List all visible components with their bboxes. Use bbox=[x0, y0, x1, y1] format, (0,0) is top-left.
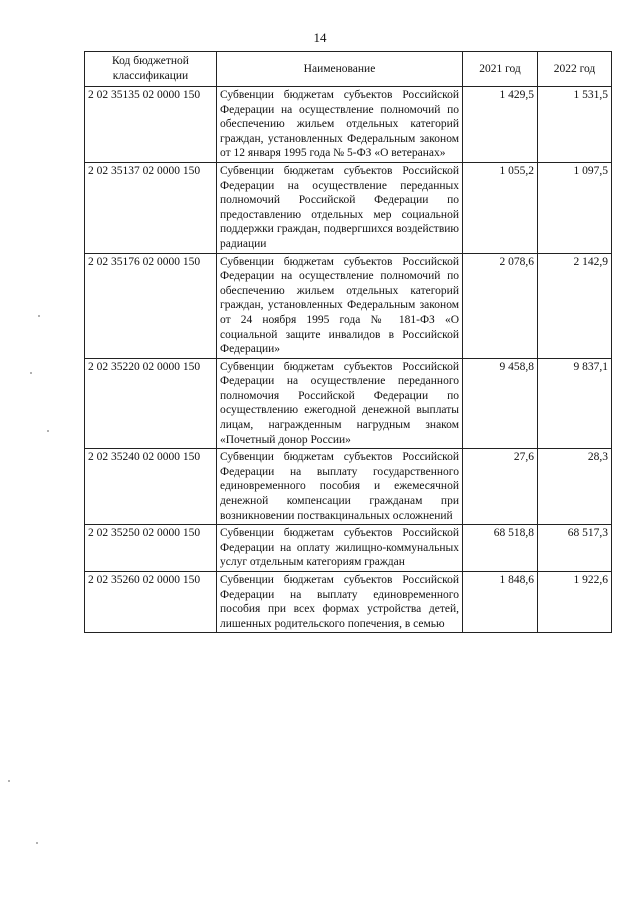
cell-2022: 1 922,6 bbox=[538, 572, 612, 633]
cell-2022: 9 837,1 bbox=[538, 358, 612, 449]
cell-code: 2 02 35137 02 0000 150 bbox=[85, 162, 217, 253]
cell-code: 2 02 35240 02 0000 150 bbox=[85, 449, 217, 525]
table-row bbox=[85, 87, 612, 163]
cell-name: Субвенции бюджетам субъектов Российской Федерации на выплату единовременного пособия при всех формах устройства детей, лишенных родительского попечения, в семью bbox=[217, 572, 463, 633]
cell-2022: 1 097,5 bbox=[538, 162, 612, 253]
table-row bbox=[85, 358, 612, 449]
cell-2021: 1 429,5 bbox=[463, 87, 538, 163]
cell-2021: 9 458,8 bbox=[463, 358, 538, 449]
cell-2022: 1 531,5 bbox=[538, 87, 612, 163]
table-row bbox=[85, 525, 612, 572]
cell-name: Субвенции бюджетам субъектов Российской Федерации на осуществление полномочий по обеспечению жильем отдельных категорий граждан, установленных Федеральным законом от 12 января 1995 года № 5-ФЗ «О ветеранах» bbox=[217, 87, 463, 163]
table-row bbox=[85, 162, 612, 253]
cell-code: 2 02 35176 02 0000 150 bbox=[85, 253, 217, 358]
table-row bbox=[85, 572, 612, 633]
cell-name: Субвенции бюджетам субъектов Российской Федерации на осуществление полномочий по обеспечению жильем отдельных категорий граждан, установленных Федеральным законом от 24 ноября 1995 года № 181-ФЗ «О социальной защите инвалидов в Российской Федерации» bbox=[217, 253, 463, 358]
table-row bbox=[85, 253, 612, 358]
scan-speck bbox=[8, 780, 10, 782]
cell-name: Субвенции бюджетам субъектов Российской Федерации на осуществление переданных полномочий Российской Федерации по предоставлению отдельных мер социальной поддержки граждан, подвергшихся воздействию радиации bbox=[217, 162, 463, 253]
header-year-2022: 2022 год bbox=[538, 52, 612, 87]
cell-2021: 27,6 bbox=[463, 449, 538, 525]
page-number: 14 bbox=[313, 30, 327, 45]
cell-name: Субвенции бюджетам субъектов Российской Федерации на выплату государственного единовременного пособия и ежемесячной денежной компенсации гражданам при возникновении поствакцинальных осложнений bbox=[217, 449, 463, 525]
header-name: Наименование bbox=[217, 52, 463, 87]
table-row bbox=[85, 449, 612, 525]
cell-name: Субвенции бюджетам субъектов Российской Федерации на осуществление переданного полномочия Российской Федерации по осуществлению ежегодной денежной выплаты лицам, награжденным нагрудным знаком «Почетный донор России» bbox=[217, 358, 463, 449]
scan-speck bbox=[47, 430, 49, 432]
scan-speck bbox=[36, 842, 38, 844]
cell-2021: 68 518,8 bbox=[463, 525, 538, 572]
cell-2021: 2 078,6 bbox=[463, 253, 538, 358]
cell-2022: 68 517,3 bbox=[538, 525, 612, 572]
scan-speck bbox=[30, 372, 32, 374]
cell-2022: 2 142,9 bbox=[538, 253, 612, 358]
table-header-row bbox=[85, 52, 612, 87]
cell-name: Субвенции бюджетам субъектов Российской Федерации на оплату жилищно-коммунальных услуг отдельным категориям граждан bbox=[217, 525, 463, 572]
scan-speck bbox=[38, 315, 40, 317]
cell-code: 2 02 35260 02 0000 150 bbox=[85, 572, 217, 633]
cell-2021: 1 848,6 bbox=[463, 572, 538, 633]
header-code: Код бюджетной классификации bbox=[85, 52, 217, 87]
budget-table bbox=[84, 51, 612, 633]
cell-code: 2 02 35250 02 0000 150 bbox=[85, 525, 217, 572]
cell-2021: 1 055,2 bbox=[463, 162, 538, 253]
header-year-2021: 2021 год bbox=[463, 52, 538, 87]
cell-2022: 28,3 bbox=[538, 449, 612, 525]
cell-code: 2 02 35135 02 0000 150 bbox=[85, 87, 217, 163]
cell-code: 2 02 35220 02 0000 150 bbox=[85, 358, 217, 449]
